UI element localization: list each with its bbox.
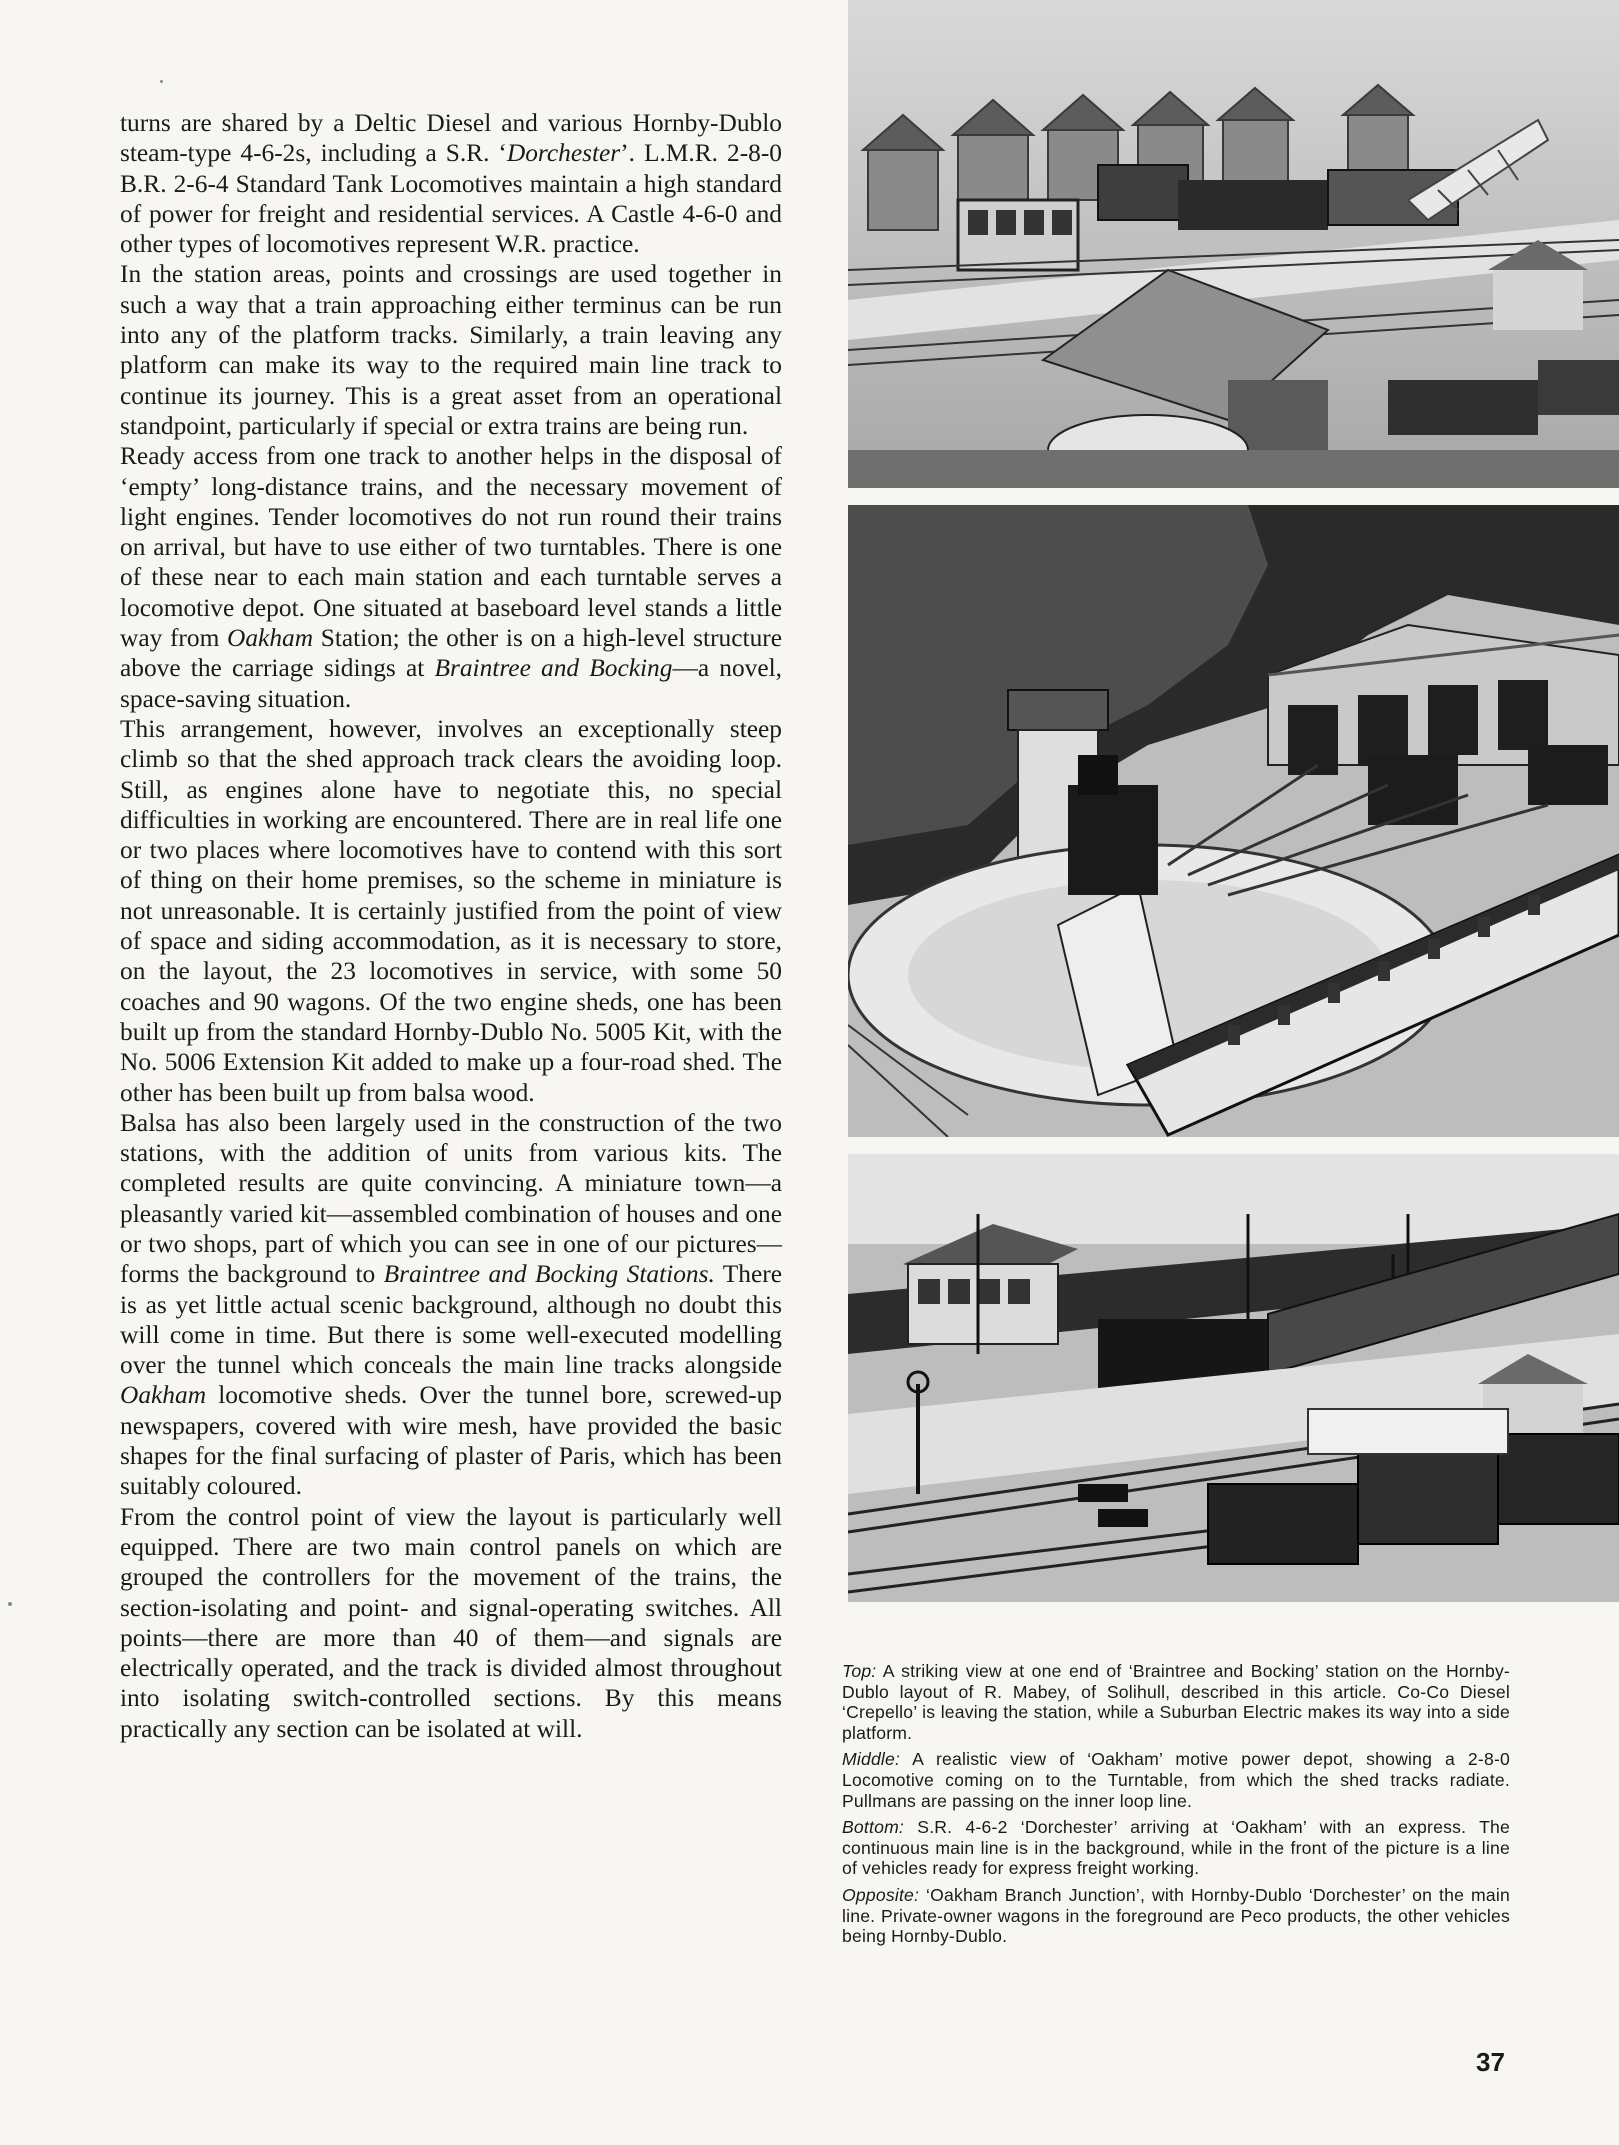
photo-middle-oakham-depot [848,505,1619,1137]
caption-label: Middle: [842,1749,901,1770]
caption-text: S.R. 4-6-2 ‘Dorchester’ arriving at ‘Oakham’ with an express. The continuous main line is in the background, while in the front of the picture is a line of vehicles ready for express freight working. [842,1817,1510,1879]
text-run: Ready access from one track to another helps in the disposal of ‘empty’ long-distance trains, and the necessary movement of light engines. Tender locomotives do not run round their trains on arrival, but have to use either of two turntables. There is one of these near to each main station and each turntable serves a locomotive depot. One situated at baseboard level stands a little way from [120,442,782,653]
article-paragraph [120,259,782,441]
text-run: Balsa has also been largely used in the construction of the two stations, with the addition of units from various kits. The completed results are quite convincing. A miniature town—a pleasantly varied kit—assembled combination of houses and one or two shops, part of which you can see in one of our pictures—forms the background to [120,1108,782,1289]
text-run: turns are shared by a Deltic Diesel and various Hornby-Dublo steam-type 4-6-2s, including a S.R. ‘ [120,109,782,168]
photo-captions [842,1661,1510,1953]
caption-text: A realistic view of ‘Oakham’ motive power depot, showing a 2-8-0 Locomotive coming on to the Turntable, from which the shed tracks radiate. Pullmans are passing on the inner loop line. [842,1749,1510,1811]
caption-label: Opposite: [842,1884,920,1905]
text-run: In the station areas, points and crossings are used together in such a way that a train approaching either terminus can be run into any of the platform tracks. Similarly, a train leaving any platform can make its way to the required main line track to continue its journey. This is a great asset from an operational standpoint, particularly if special or extra trains are being run. [120,260,782,440]
article-body [120,108,782,1744]
article-paragraph [120,714,782,1108]
print-speck [160,80,163,83]
text-run: This arrangement, however, involves an exceptionally steep climb so that the shed approach track clears the avoiding loop. Still, as engines alone have to negotiate this, no special difficulties in working are encountered. There are in real life one or two places where locomotives have to contend with this sort of thing on their home premises, so the scheme in miniature is not unreasonable. It is certainly justified from the point of view of space and siding accommodation, as it is necessary to store, on the layout, the 23 locomotives in service, with some 50 coaches and 90 wagons. Of the two engine sheds, one has been built up from the standard Hornby-Dublo No. 5005 Kit, with the No. 5006 Extension Kit added to make up a four-road shed. The other has been built up from balsa wood. [120,714,782,1107]
caption-text: A striking view at one end of ‘Braintree and Bocking’ station on the Hornby-Dublo layout of R. Mabey, of Solihull, described in this article. Co-Co Diesel ‘Crepello’ is leaving the station, while a Suburban Electric makes its way into a side platform. [842,1661,1510,1743]
article-paragraph [120,1502,782,1744]
text-run: Station; the other is on a high-level structure above the carriage sidings at [120,624,782,683]
photo-middle-image [848,505,1619,1137]
caption [842,1749,1510,1811]
article-paragraph [120,441,782,714]
caption [842,1817,1510,1879]
text-run: —a novel, space-saving situation. [120,654,783,713]
text-run: locomotive sheds. Over the tunnel bore, screwed-up newspapers, covered with wire mesh, have provided the basic shapes for the final surfacing of plaster of Paris, which has been suitably coloured. [120,1381,782,1501]
caption-text: ‘Oakham Branch Junction’, with Hornby-Dublo ‘Dorchester’ on the main line. Private-owner wagons in the foreground are Peco products, the other vehicles being Hornby-Dublo. [842,1884,1510,1947]
photo-bottom-image [848,1154,1619,1602]
italic-run: Braintree and Bocking [434,654,673,683]
page-number: 37 [1476,2047,1505,2077]
photo-top-braintree-station [848,0,1619,488]
italic-run: Oakham [227,624,314,653]
photo-top-image [848,0,1619,488]
text-run: There is as yet little actual scenic background, although no doubt this will come in time. But there is some well-executed modelling over the tunnel which conceals the main line tracks alongside [120,1260,782,1380]
caption-label: Top: [842,1661,877,1681]
caption-label: Bottom: [842,1817,905,1838]
caption [842,1885,1510,1947]
text-run: ’. L.M.R. 2-8-0 B.R. 2-6-4 Standard Tank Locomotives maintain a high standard of power for freight and residential services. A Castle 4-6-0 and other types of locomotives represent W.R. practice. [120,139,783,259]
caption [842,1661,1510,1743]
article-paragraph [120,1108,782,1502]
italic-run: Oakham [120,1381,207,1410]
article-paragraph [120,108,782,259]
photo-bottom-dorchester-arriving [848,1154,1619,1602]
text-run: From the control point of view the layout is particularly well equipped. There are two main control panels on which are grouped the controllers for the movement of the trains, the section-isolating and point- and signal-operating switches. All points—there are more than 40 of them—and signals are electrically operated, and the track is divided almost throughout into isolating switch-controlled sections. By this means practically any section can be isolated at will. [120,1502,782,1743]
print-speck [8,1602,12,1606]
italic-run: Dorchester [506,139,621,168]
italic-run: Braintree and Bocking Stations. [383,1260,715,1289]
